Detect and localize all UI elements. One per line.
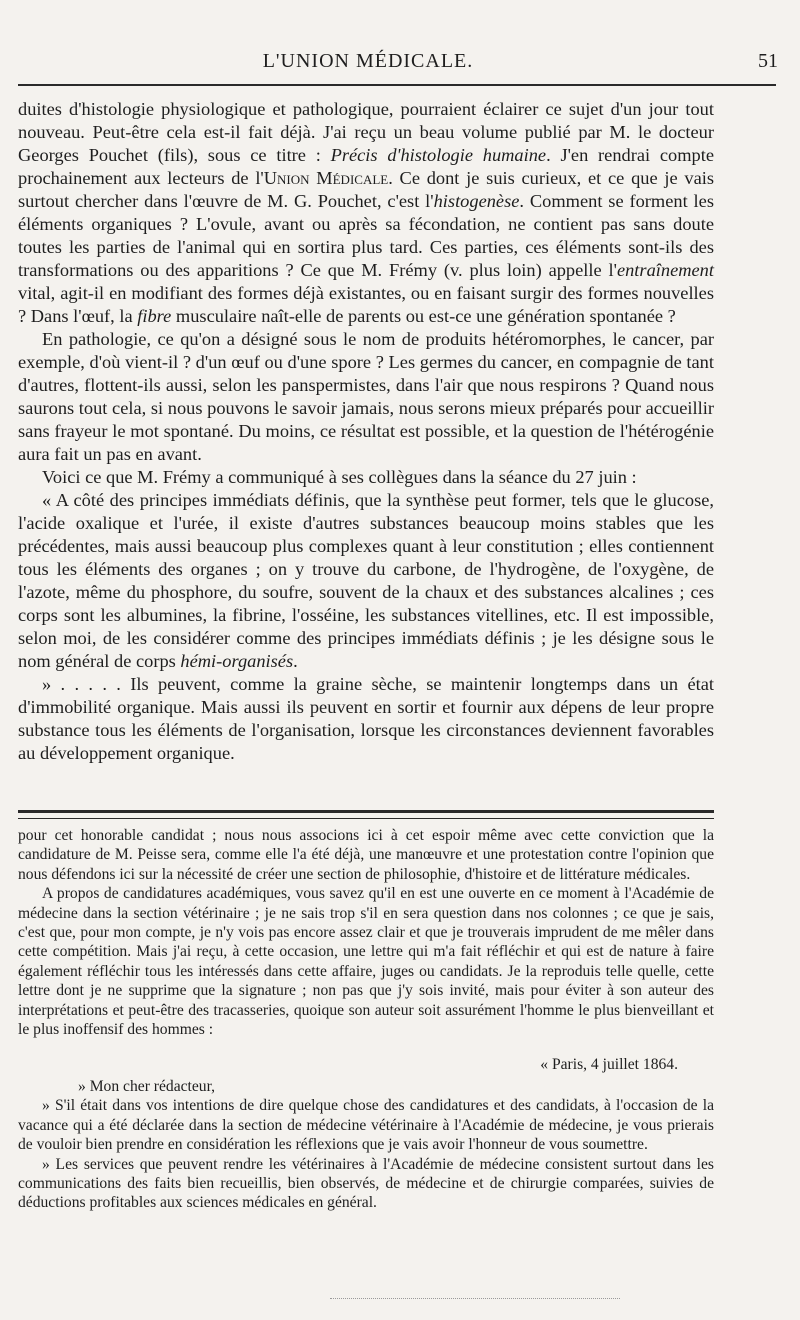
feuilleton-paragraph-candidatures: A propos de candidatures académiques, vous savez qu'il en est une ouverte en ce moment à l'Académie de médecine dans la section vétérinaire ; je ne sais trop s'il en sera question dans nos colonnes ; ce que je sais, c'est que, pour mon compte, je n'y vois pas encore assez clair et que je trouverais imprudent de me mêler dans cette compétition. Mais j'ai reçu, à cette occasion, une lettre qui m'a fait réfléchir et qui est de nature à faire également réfléchir tous les intéressés dans cette affaire, juges ou candidats. Je la reproduis telle quelle, cette lettre dont je ne supprime que la signature ; non pas que j'y sois invité, mais pour éviter à son auteur des interprétations et peut-être des tracasseries, quoique son auteur soit assurément l'homme le plus bienveillant et le plus inoffensif des hommes :	[18, 885, 714, 1039]
letter-dateline: « Paris, 4 juillet 1864.	[540, 1056, 678, 1074]
book-title: Précis d'histologie humaine	[330, 145, 547, 165]
letter-paragraph-intentions: » S'il était dans vos intentions de dire quelque chose des candidatures et des candidats, à l'occasion de la vacance qui a été déclarée dans la section de médecine vétérinaire à l'Académie de médecine, je vous prierais de vouloir bien prendre en considération les réflexions que je vais avoir l'honneur de vous soumettre.	[18, 1097, 714, 1154]
quote-graine-seche: » . . . . . Ils peuvent, comme la graine sèche, se maintenir longtemps dans un état d'immobilité organique. Mais aussi ils peuvent en sortir et fournir aux dépens de leur propre substance tous les éléments de l'organisation, lorsque les circonstances deviennent favorables au développement organique.	[18, 674, 714, 763]
feuilleton-paragraph-peisse: pour cet honorable candidat ; nous nous associons ici à cet espoir même avec cette conviction que la candidature de M. Peisse sera, comme elle l'a été déjà, une manœuvre et une protestation contre l'opinion que nous défendons ici sur la nécessité de créer une section de philosophie, d'histoire et de littérature médicales.	[18, 827, 714, 883]
main-column	[18, 98, 714, 765]
page-number: 51	[758, 50, 778, 72]
term-histogenese: histogenèse	[433, 191, 520, 211]
letter-paragraph-services: » Les services que peuvent rendre les vétérinaires à l'Académie de médecine consistent surtout dans les communications des faits bien recueillis, bien observés, de médecine et de chirurgie comparées, suivies de déductions profitables aux sciences médicales en général.	[18, 1155, 714, 1212]
quote-principes-immediats: « A côté des principes immédiats définis, que la synthèse peut former, tels que le glucose, l'acide oxalique et l'urée, il existe d'autres substances beaucoup moins stables que les précédentes, mais aussi beaucoup plus complexes quant à leur constitution ; elles contiennent tous les éléments des organes ; on y trouve du carbone, de l'hydrogène, de l'oxygène, de l'azote, même du phosphore, du soufre, souvent de la chaux et des substances alcalines ; ces corps sont les albumines, la fibrine, l'osséine, les substances vitellines, etc. Il est impossible, selon moi, de les considérer comme des principes immédiats définis ; je les désigne sous le nom général de corps hémi-organisés.	[18, 490, 714, 671]
term-fibre: fibre	[137, 306, 172, 326]
header-rule	[18, 84, 776, 86]
term-hemi-organises: hémi-organisés	[180, 651, 294, 671]
term-entrainement: entraînement	[616, 260, 714, 280]
journal-name: Union Médicale	[263, 168, 389, 188]
paragraph-histogenese: duites d'histologie physiologique et pathologique, pourraient éclairer ce sujet d'un jour tout nouveau. Peut-être cela est-il fait déjà. J'ai reçu un beau volume publié par M. le docteur Georges Pouchet (fils), sous ce titre : Précis d'histologie humaine. J'en rendrai compte prochainement aux lecteurs de l'Union Médicale. Ce dont je suis curieux, et ce que je vais surtout chercher dans l'œuvre de M. G. Pouchet, c'est l'histogenèse. Comment se forment les éléments organiques ? L'ovule, avant ou après sa fécondation, ne contient pas sans doute toutes les parties de l'animal qui en sortira plus tard. Ces parties, ces éléments sont-ils des transformations ou des apparitions ? Ce que M. Frémy (v. plus loin) appelle l'entraînement vital, agit-il en modifiant des formes déjà existantes, ou en faisant surgir des formes nouvelles ? Dans l'œuf, la fibre musculaire naît-elle de parents ou est-ce une génération spontanée ?	[18, 99, 714, 326]
page-header	[18, 46, 778, 76]
print-bleed-through	[330, 1298, 620, 1307]
letter-salutation: » Mon cher rédacteur,	[78, 1077, 216, 1095]
paragraph-fremy-intro: Voici ce que M. Frémy a communiqué à ses collègues dans la séance du 27 juin :	[42, 467, 637, 487]
feuilleton-column	[18, 826, 714, 1213]
section-divider	[18, 810, 714, 819]
paragraph-pathologie: En pathologie, ce qu'on a désigné sous le nom de produits hétéromorphes, le cancer, par exemple, d'où vient-il ? d'un œuf ou d'une spore ? Les germes du cancer, en compagnie de tant d'autres, flottent-ils aussi, selon les panspermistes, dans l'air que nous respirons ? Quand nous saurons tout cela, si nous pouvons le savoir jamais, nous serons mieux préparés pour accueillir sans frayeur le mot spontané. Du moins, ce résultat est possible, et la question de l'hétérogénie aura fait un pas en avant.	[18, 329, 714, 464]
running-title: L'UNION MÉDICALE.	[262, 50, 474, 72]
